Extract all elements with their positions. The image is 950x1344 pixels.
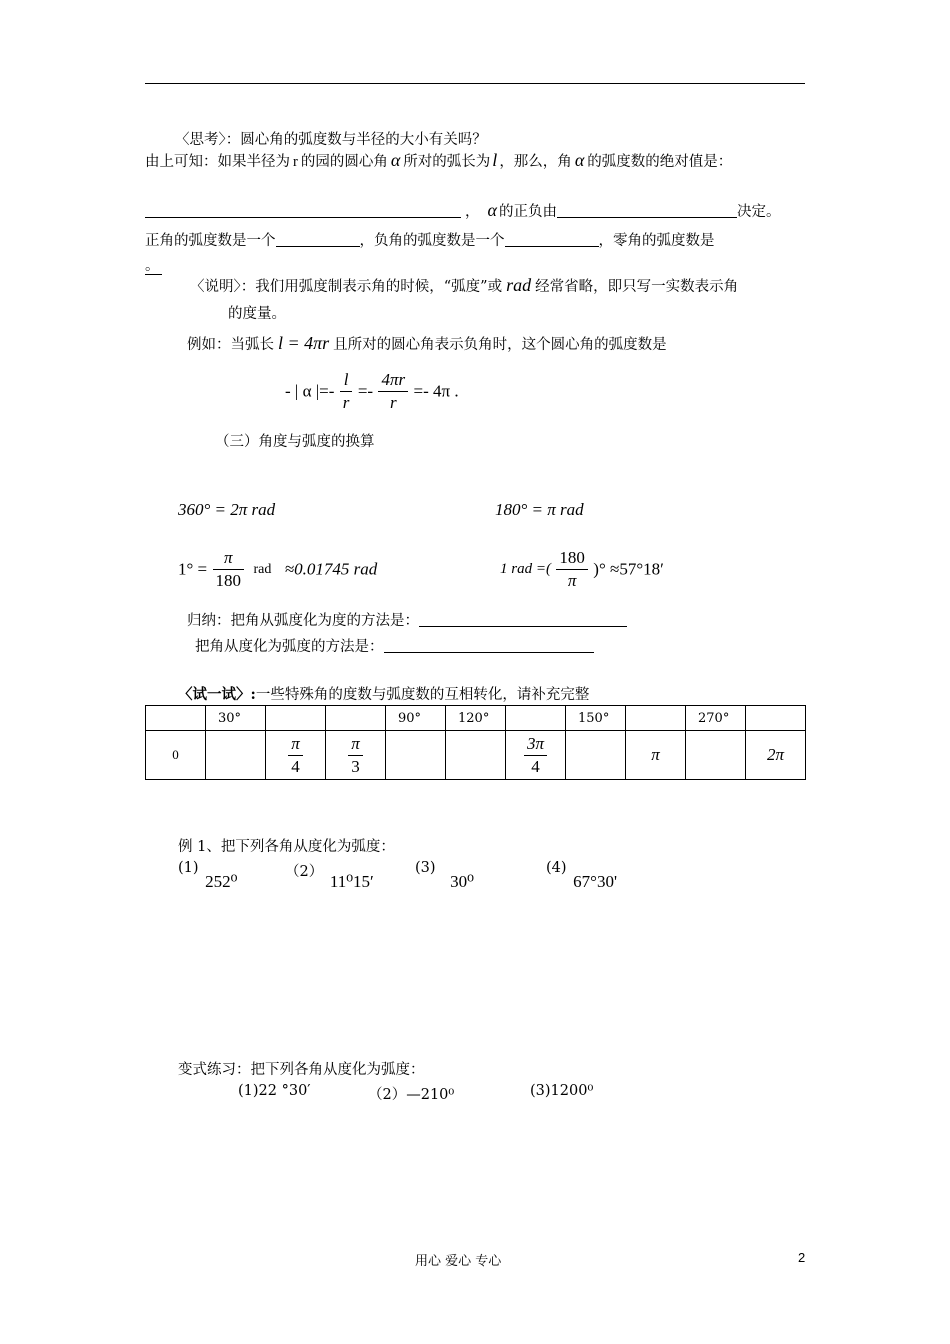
variant-item: （2）—210⁰	[368, 1087, 455, 1103]
conv-c-post: ≈0.01745 rad	[284, 559, 378, 579]
conv-c-pre: 1° =	[178, 559, 208, 579]
arc-l-symbol: l	[492, 150, 498, 170]
note-text-b: 经常省略，即只写一实数表示角	[535, 279, 739, 295]
think-line: 〈思考〉：圆心角的弧度数与半径的大小有关吗？	[175, 132, 487, 148]
known-r: r	[293, 154, 298, 170]
frac-den: 3	[348, 755, 363, 777]
summary-line-2	[195, 635, 594, 656]
degree-cell: 30°	[206, 706, 266, 731]
example-text-1: 例如：当弧长	[187, 337, 274, 353]
radian-fraction	[348, 734, 363, 777]
frac-den: r	[340, 391, 353, 413]
radian-value: 2π	[766, 745, 785, 764]
radian-cell[interactable]	[686, 731, 746, 780]
frac-den: 4	[288, 755, 303, 777]
radian-cell	[266, 731, 326, 780]
item-label: （2）	[285, 864, 324, 880]
variant-item: (1)22 °30′	[238, 1083, 311, 1099]
degree-cell[interactable]	[326, 706, 386, 731]
fraction-180-over-pi	[556, 548, 588, 591]
radian-value: π	[651, 745, 660, 764]
example1-item	[415, 860, 474, 891]
degree-cell: 120°	[446, 706, 506, 731]
radian-cell[interactable]	[206, 731, 266, 780]
radian-row	[146, 731, 806, 780]
example1-title: 例 1、把下列各角从度化为弧度：	[178, 839, 395, 855]
degree-cell: 90°	[386, 706, 446, 731]
frac-den: r	[378, 391, 408, 413]
zero-blank[interactable]	[145, 254, 162, 275]
radian-equation	[285, 370, 459, 413]
degree-cell[interactable]	[146, 706, 206, 731]
try-line	[178, 683, 589, 704]
degree-cell: 270°	[686, 706, 746, 731]
conv-d-post: )° ≈57°18′	[593, 559, 664, 579]
alpha-symbol: α	[487, 200, 497, 220]
degree-cell: 150°	[566, 706, 626, 731]
frac-num: 3π	[526, 733, 545, 753]
conv-360: 360° = 2π rad	[178, 500, 276, 519]
abs-value-blank[interactable]	[145, 202, 461, 218]
positive-blank[interactable]	[276, 231, 360, 247]
variant-title: 变式练习：把下列各角从度化为弧度：	[178, 1062, 425, 1078]
radian-fraction	[524, 734, 547, 777]
alpha-symbol: α	[574, 150, 585, 170]
arc-formula: l = 4πr	[278, 333, 330, 353]
degree-cell[interactable]	[506, 706, 566, 731]
note-line-2: 的度量。	[228, 306, 286, 322]
known-text-2: 的园的圆心角	[300, 154, 388, 170]
sign-end: 决定。	[736, 204, 781, 220]
item-label: (1)	[178, 860, 199, 876]
known-line	[145, 150, 732, 171]
header-rule	[145, 83, 805, 84]
conv-d-pre: 1 rad =(	[500, 561, 551, 577]
zero-text: ，零角的弧度数是	[598, 233, 715, 249]
summary-text-1: 归纳：把角从弧度化为度的方法是：	[187, 613, 419, 629]
conv-c-unit: rad	[253, 561, 272, 577]
degree-cell[interactable]	[746, 706, 806, 731]
radian-cell	[746, 731, 806, 780]
negative-blank[interactable]	[505, 231, 599, 247]
item-label: (3)	[415, 860, 436, 876]
fraction-l-over-r	[340, 370, 353, 413]
eq-lhs: - | α |=-	[285, 381, 335, 401]
angle-kinds-line	[145, 229, 715, 250]
known-text-5: 的弧度数的绝对值是：	[587, 154, 733, 170]
conv-one-degree	[178, 548, 377, 591]
sign-blank[interactable]	[557, 202, 737, 218]
item-label: (4)	[546, 860, 567, 876]
conversion-table	[145, 705, 806, 780]
frac-num: 4πr	[381, 370, 406, 389]
radian-cell	[146, 731, 206, 780]
example1-item	[178, 860, 238, 891]
footer-slogan: 用心 爱心 专心	[415, 1254, 502, 1269]
item-value: 67°30'	[573, 872, 618, 891]
eq-rhs: =- 4π .	[413, 381, 459, 401]
rad-word: rad	[506, 275, 532, 295]
page-number: 2	[798, 1250, 806, 1265]
eq-mid: =-	[357, 381, 374, 401]
section-heading: （三）角度与弧度的换算	[215, 434, 375, 450]
fraction-4pir-over-r	[378, 370, 408, 413]
degree-cell[interactable]	[266, 706, 326, 731]
conv-one-rad	[500, 548, 664, 591]
radian-value: 0	[172, 747, 179, 762]
radian-cell[interactable]	[446, 731, 506, 780]
rad-to-deg-blank[interactable]	[419, 611, 627, 627]
try-text: 一些特殊角的度数与弧度数的互相转化，请补充完整	[255, 687, 590, 703]
fraction-pi-over-180	[213, 548, 245, 591]
zero-period: 。	[145, 258, 160, 274]
deg-to-rad-blank[interactable]	[384, 637, 594, 653]
sign-text: 的正负由	[498, 204, 557, 220]
frac-num: π	[291, 733, 300, 753]
note-text-a: 〈说明〉：我们用弧度制表示角的时候，“弧度”或	[190, 279, 503, 295]
item-value: 252⁰	[205, 872, 238, 891]
negative-text: ，负角的弧度数是一个	[359, 233, 505, 249]
positive-text: 正角的弧度数是一个	[145, 233, 276, 249]
example1-item	[546, 860, 618, 891]
try-title: 〈试一试〉:	[178, 686, 256, 703]
frac-den: 180	[213, 569, 245, 591]
variant-item: (3)1200⁰	[530, 1083, 594, 1099]
radian-cell	[326, 731, 386, 780]
radian-cell	[506, 731, 566, 780]
degree-row	[146, 706, 806, 731]
alpha-symbol: α	[390, 150, 401, 170]
sign-line	[145, 200, 780, 221]
radian-cell	[626, 731, 686, 780]
sign-comma: ，	[465, 204, 480, 220]
frac-den: 4	[524, 755, 547, 777]
example-line	[187, 333, 667, 354]
frac-num: π	[351, 733, 360, 753]
conv-180: 180° = π rad	[495, 500, 584, 519]
radian-fraction	[288, 734, 303, 777]
note-line-1	[190, 275, 738, 296]
radian-cell[interactable]	[386, 731, 446, 780]
frac-num: 180	[559, 548, 585, 567]
item-value: 11⁰15′	[329, 872, 374, 891]
item-value: 30⁰	[450, 872, 474, 891]
known-text-3: 所对的弧长为	[403, 154, 491, 170]
example-text-2: 且所对的圆心角表示负角时，这个圆心角的弧度数是	[333, 337, 667, 353]
frac-num: π	[224, 548, 233, 567]
frac-den: π	[556, 569, 588, 591]
radian-cell[interactable]	[566, 731, 626, 780]
degree-cell[interactable]	[626, 706, 686, 731]
example1-item	[285, 860, 374, 891]
summary-line-1	[187, 609, 627, 630]
known-text-4: ，那么，角	[499, 154, 572, 170]
summary-text-2: 把角从度化为弧度的方法是：	[195, 639, 384, 655]
known-text-1: 由上可知：如果半径为	[145, 154, 290, 170]
frac-num: l	[343, 370, 349, 389]
